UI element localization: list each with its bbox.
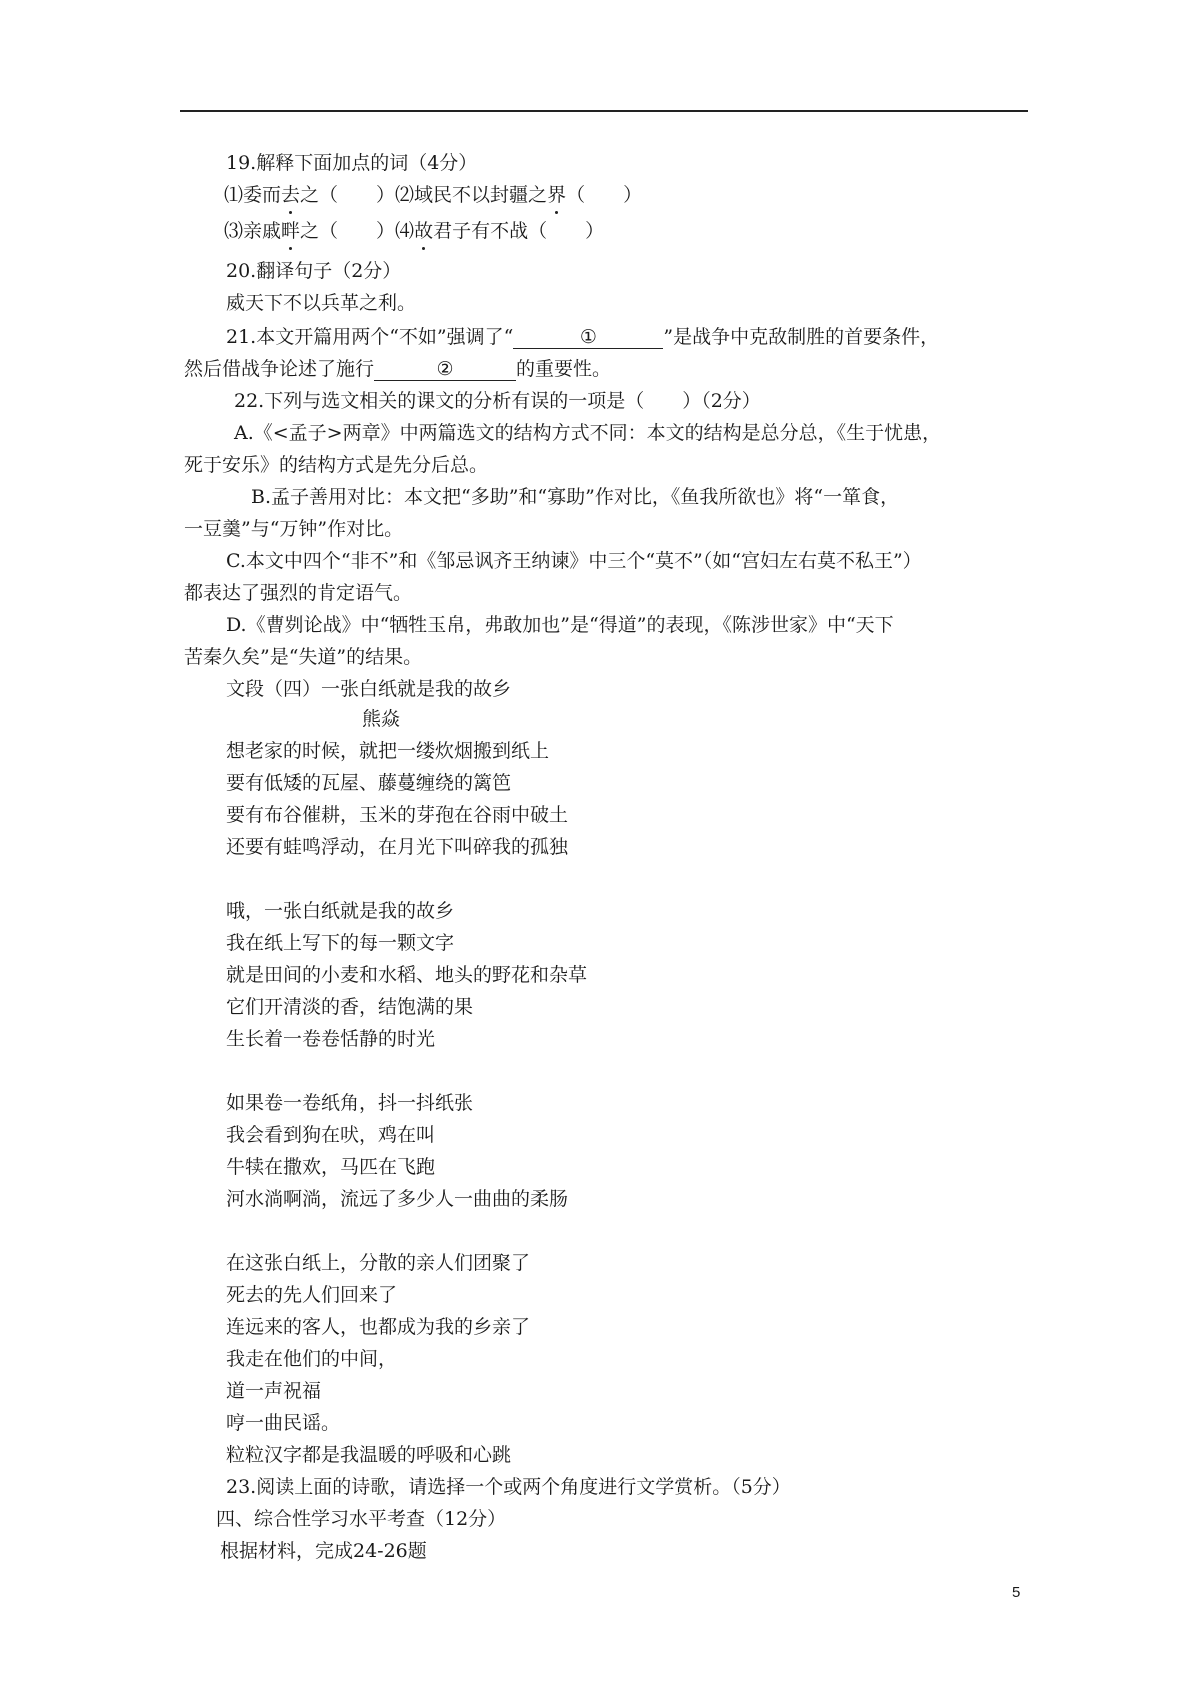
q19-item-3-text: ⑶亲戚: [224, 220, 282, 242]
q23-prompt: 23.阅读上面的诗歌，请选择一个或两个角度进行文学赏析。（5分）: [226, 1476, 791, 1498]
poem-line: 河水淌啊淌，流远了多少人一曲曲的柔肠: [226, 1188, 569, 1210]
poem-line: 还要有蛙鸣浮动，在月光下叫碎我的孤独: [226, 836, 569, 858]
material-instruction: 根据材料，完成24-26题: [220, 1540, 427, 1562]
q19-item-2-dotted-word: 界: [547, 184, 567, 206]
poem-line: 连远来的客人，也都成为我的乡亲了: [226, 1316, 531, 1338]
poem-line: 要有低矮的瓦屋、藤蔓缠绕的篱笆: [226, 772, 512, 794]
poem-line: 就是田间的小麦和水稻、地头的野花和杂草: [226, 964, 588, 986]
q19-item-2-text: ⑵域民不以封疆之: [395, 184, 548, 206]
poem-heading: 文段（四）一张白纸就是我的故乡: [226, 678, 512, 700]
poem-line: 在这张白纸上，分散的亲人们团聚了: [226, 1252, 531, 1274]
q22-option-c-line-2: 都表达了强烈的肯定语气。: [184, 582, 413, 604]
q21-line-2: [184, 356, 611, 382]
poem-line: 要有布谷催耕，玉米的芽孢在谷雨中破土: [226, 804, 569, 826]
q22-option-a-line-1: A.《<孟子>两章》中两篇选文的结构方式不同：本文的结构是总分总，《生于忧患，: [234, 422, 942, 444]
q22-option-a-line-2: 死于安乐》的结构方式是先分后总。: [184, 454, 489, 476]
q21-line2-end: 的重要性。: [516, 358, 612, 380]
section-4-heading: 四、综合性学习水平考查（12分）: [216, 1508, 507, 1530]
q22-option-c-line-1: C.本文中四个“非不”和《邹忌讽齐王纳谏》中三个“莫不”（如“宫妇左右莫不私王”）: [226, 550, 922, 572]
q19-item-4-text: ⑷: [395, 220, 415, 242]
q21-blank-1: ①: [513, 326, 663, 349]
q19-item-1-dotted-word: 去: [281, 184, 301, 206]
q21-text-mid: ”是战争中克敌制胜的首要条件，: [663, 326, 940, 348]
q21-line2-start: 然后借战争论述了施行: [184, 358, 375, 380]
q22-title: 22.下列与选文相关的课文的分析有误的一项是（ ）（2分）: [234, 390, 761, 412]
q22-option-b-line-1: B.孟子善用对比：本文把“多助”和“寡助”作对比，《鱼我所欲也》将“一箪食，: [251, 486, 900, 508]
poem-author: 熊焱: [362, 708, 401, 730]
poem-line: 牛犊在撒欢，马匹在飞跑: [226, 1156, 436, 1178]
q19-item-4-answer-slot: 君子有不战（ ）: [433, 220, 605, 242]
q19-row-2: [224, 218, 604, 244]
header-rule: [180, 110, 1028, 112]
poem-line: 生长着一卷卷恬静的时光: [226, 1028, 436, 1050]
q21-blank-2: ②: [374, 358, 516, 381]
poem-line: 哼一曲民谣。: [226, 1412, 341, 1434]
poem-line: 粒粒汉字都是我温暖的呼吸和心跳: [226, 1444, 512, 1466]
q22-option-b-line-2: 一豆羹”与“万钟”作对比。: [184, 518, 404, 540]
poem-line: 我走在他们的中间，: [226, 1348, 398, 1370]
q19-title: 19.解释下面加点的词（4分）: [226, 152, 478, 174]
poem-line: 哦，一张白纸就是我的故乡: [226, 900, 455, 922]
q21-text-start: 21.本文开篇用两个“不如”强调了“: [226, 326, 514, 348]
q19-item-2-answer-slot: （ ）: [566, 184, 643, 206]
poem-line: 我会看到狗在吠，鸡在叫: [226, 1124, 436, 1146]
q21-line-1: [226, 324, 939, 350]
q19-item-3-answer-slot: 之（ ）: [300, 220, 396, 242]
q20-title: 20.翻译句子（2分）: [226, 260, 402, 282]
poem-line: 死去的先人们回来了: [226, 1284, 398, 1306]
poem-line: 我在纸上写下的每一颗文字: [226, 932, 455, 954]
page-number: 5: [1012, 1584, 1021, 1601]
q22-option-d-line-1: D.《曹刿论战》中“牺牲玉帛，弗敢加也”是“得道”的表现，《陈涉世家》中“天下: [226, 614, 894, 636]
q19-item-3-dotted-word: 畔: [281, 220, 301, 242]
q22-option-d-line-2: 苦秦久矣”是“失道”的结果。: [184, 646, 423, 668]
poem-line: 想老家的时候，就把一缕炊烟搬到纸上: [226, 740, 550, 762]
q19-item-1-text: ⑴委而: [224, 184, 282, 206]
q20-sentence: 威天下不以兵革之利。: [226, 292, 417, 314]
q19-item-4-dotted-word: 故: [414, 220, 434, 242]
poem-line: 如果卷一卷纸角，抖一抖纸张: [226, 1092, 474, 1114]
poem-line: 它们开清淡的香，结饱满的果: [226, 996, 474, 1018]
q19-row-1: [224, 182, 642, 208]
q19-item-1-answer-slot: 之（ ）: [300, 184, 396, 206]
poem-line: 道一声祝福: [226, 1380, 322, 1402]
